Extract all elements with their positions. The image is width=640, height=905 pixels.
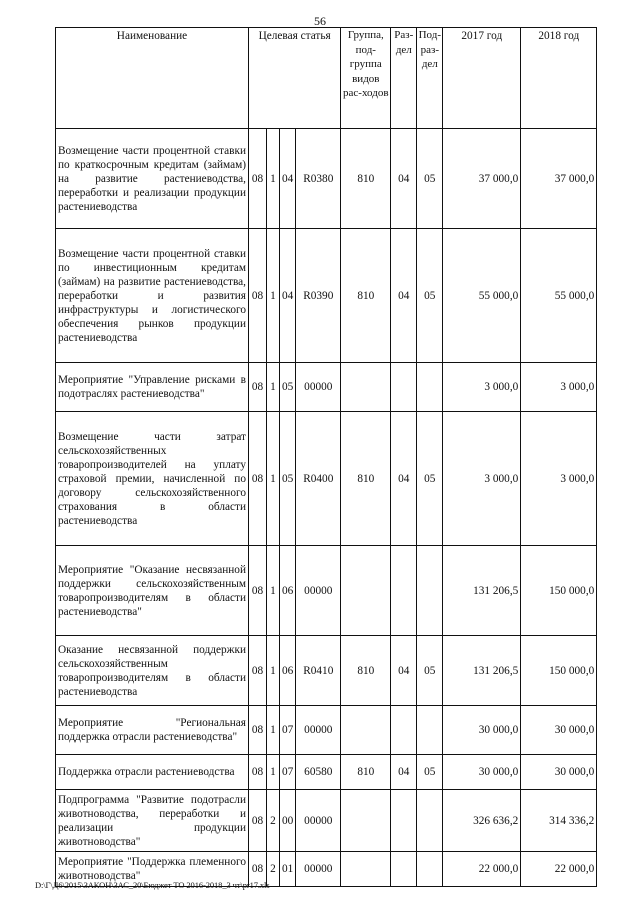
row-name: Возмещение части процентной ставки по инвестиционным кредитам (займам) на развитие растениеводства, переработки и развития инфраструктуры и логистического обеспечения рынков продукции растениеводства (56, 229, 249, 363)
code-direction: 00000 (296, 852, 341, 887)
table-row (56, 636, 597, 706)
table-row (56, 790, 597, 852)
subsection (417, 706, 443, 755)
code-program: 08 (249, 706, 267, 755)
code-direction: 60580 (296, 755, 341, 790)
code-direction: R0400 (296, 412, 341, 546)
header-section: Раз-дел (391, 28, 417, 129)
amount-2018: 314 336,2 (521, 790, 597, 852)
subsection: 05 (417, 412, 443, 546)
code-program: 08 (249, 363, 267, 412)
section: 04 (391, 755, 417, 790)
section: 04 (391, 129, 417, 229)
code-subprogram: 1 (267, 755, 280, 790)
code-event: 04 (280, 129, 296, 229)
code-program: 08 (249, 852, 267, 887)
code-subprogram: 1 (267, 363, 280, 412)
subsection: 05 (417, 755, 443, 790)
expense-group: 810 (341, 755, 391, 790)
code-subprogram: 1 (267, 412, 280, 546)
amount-2017: 22 000,0 (443, 852, 521, 887)
budget-table (55, 27, 597, 887)
amount-2018: 55 000,0 (521, 229, 597, 363)
expense-group (341, 546, 391, 636)
row-name: Мероприятие "Поддержка племенного животноводства" (56, 852, 249, 887)
section: 04 (391, 229, 417, 363)
subsection: 05 (417, 129, 443, 229)
amount-2018: 150 000,0 (521, 546, 597, 636)
row-name: Подпрограмма "Развитие подотрасли животноводства, переработки и реализации продукции животноводства" (56, 790, 249, 852)
subsection: 05 (417, 636, 443, 706)
amount-2018: 22 000,0 (521, 852, 597, 887)
code-program: 08 (249, 636, 267, 706)
section: 04 (391, 412, 417, 546)
section (391, 852, 417, 887)
code-subprogram: 2 (267, 852, 280, 887)
section: 04 (391, 636, 417, 706)
amount-2018: 30 000,0 (521, 706, 597, 755)
code-direction: R0410 (296, 636, 341, 706)
header-subsection: Под-раз-дел (417, 28, 443, 129)
table-row (56, 229, 597, 363)
header-name: Наименование (56, 28, 249, 129)
expense-group: 810 (341, 229, 391, 363)
amount-2017: 3 000,0 (443, 412, 521, 546)
header-2017: 2017 год (443, 28, 521, 129)
expense-group (341, 706, 391, 755)
amount-2018: 3 000,0 (521, 412, 597, 546)
page-number: 56 (314, 14, 326, 28)
amount-2017: 55 000,0 (443, 229, 521, 363)
row-name: Возмещение части затрат сельскохозяйственных товаропроизводителей на уплату страховой премии, начисленной по договору сельскохозяйственного страхования в области растениеводства (56, 412, 249, 546)
row-name: Мероприятие "Оказание несвязанной поддержки сельскохозяйственным товаропроизводителям в области растениеводства" (56, 546, 249, 636)
code-direction: R0390 (296, 229, 341, 363)
expense-group: 810 (341, 412, 391, 546)
code-program: 08 (249, 546, 267, 636)
header-group: Группа, под-группа видов рас-ходов (341, 28, 391, 129)
code-program: 08 (249, 790, 267, 852)
amount-2017: 3 000,0 (443, 363, 521, 412)
code-direction: 00000 (296, 706, 341, 755)
expense-group (341, 363, 391, 412)
section (391, 363, 417, 412)
code-event: 05 (280, 363, 296, 412)
header-row (56, 28, 597, 129)
subsection (417, 363, 443, 412)
table-row (56, 412, 597, 546)
amount-2017: 30 000,0 (443, 706, 521, 755)
code-event: 04 (280, 229, 296, 363)
table-row (56, 363, 597, 412)
section (391, 790, 417, 852)
code-subprogram: 1 (267, 546, 280, 636)
amount-2018: 30 000,0 (521, 755, 597, 790)
code-program: 08 (249, 229, 267, 363)
row-name: Мероприятие "Управление рисками в подотраслях растениеводства" (56, 363, 249, 412)
row-name: Мероприятие "Региональная поддержка отрасли растениеводства" (56, 706, 249, 755)
table-row (56, 706, 597, 755)
section (391, 706, 417, 755)
amount-2017: 37 000,0 (443, 129, 521, 229)
code-event: 06 (280, 546, 296, 636)
code-subprogram: 1 (267, 229, 280, 363)
code-subprogram: 1 (267, 129, 280, 229)
header-2018: 2018 год (521, 28, 597, 129)
file-path-footer: D:\Г\Д6\2015\ЗАКОН\ЗАС_20\Бюджет ТО 2016-2018_3 чт\рr17.xls (35, 880, 270, 890)
amount-2017: 30 000,0 (443, 755, 521, 790)
subsection (417, 790, 443, 852)
code-direction: 00000 (296, 546, 341, 636)
amount-2018: 150 000,0 (521, 636, 597, 706)
amount-2018: 37 000,0 (521, 129, 597, 229)
code-program: 08 (249, 129, 267, 229)
expense-group: 810 (341, 129, 391, 229)
subsection: 05 (417, 229, 443, 363)
subsection (417, 852, 443, 887)
code-event: 07 (280, 755, 296, 790)
amount-2017: 326 636,2 (443, 790, 521, 852)
code-direction: 00000 (296, 790, 341, 852)
code-program: 08 (249, 755, 267, 790)
code-subprogram: 1 (267, 636, 280, 706)
expense-group: 810 (341, 636, 391, 706)
code-event: 00 (280, 790, 296, 852)
table-row (56, 546, 597, 636)
header-target: Целевая статья (249, 28, 341, 129)
code-event: 05 (280, 412, 296, 546)
code-subprogram: 2 (267, 790, 280, 852)
code-event: 06 (280, 636, 296, 706)
table-row (56, 755, 597, 790)
amount-2017: 131 206,5 (443, 546, 521, 636)
row-name: Возмещение части процентной ставки по краткосрочным кредитам (займам) на развитие растениеводства, переработки и реализации продукции растениеводства (56, 129, 249, 229)
expense-group (341, 790, 391, 852)
code-event: 01 (280, 852, 296, 887)
expense-group (341, 852, 391, 887)
row-name: Оказание несвязанной поддержки сельскохозяйственным товаропроизводителям в области растениеводства (56, 636, 249, 706)
code-program: 08 (249, 412, 267, 546)
subsection (417, 546, 443, 636)
code-direction: 00000 (296, 363, 341, 412)
code-event: 07 (280, 706, 296, 755)
amount-2017: 131 206,5 (443, 636, 521, 706)
code-direction: R0380 (296, 129, 341, 229)
table-body (56, 129, 597, 887)
table-row (56, 129, 597, 229)
section (391, 546, 417, 636)
code-subprogram: 1 (267, 706, 280, 755)
amount-2018: 3 000,0 (521, 363, 597, 412)
row-name: Поддержка отрасли растениеводства (56, 755, 249, 790)
